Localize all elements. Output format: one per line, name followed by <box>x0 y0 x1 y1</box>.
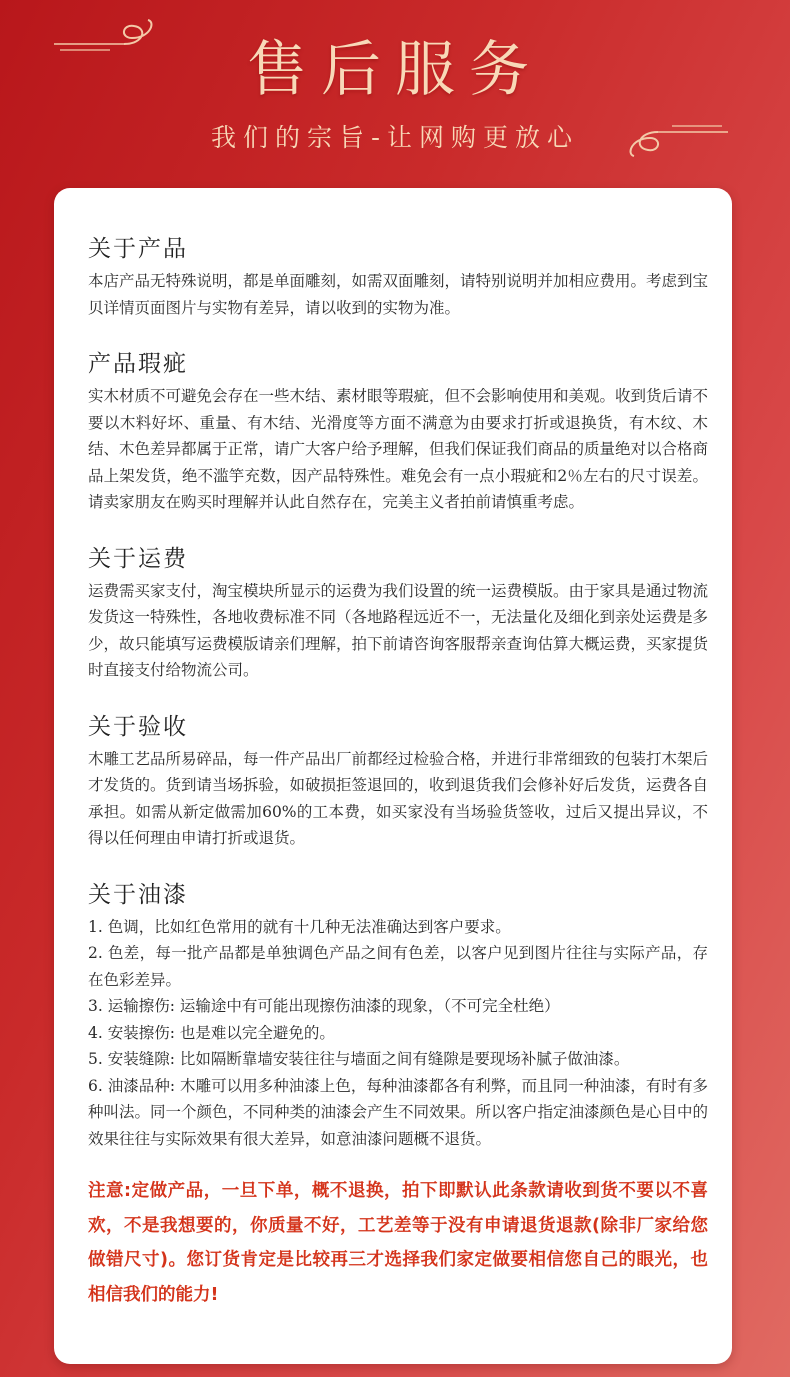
section-title: 关于验收 <box>88 713 188 740</box>
section-body <box>88 268 708 321</box>
section-body <box>88 914 708 1153</box>
paint-item-2: 2. 色差，每一批产品都是单独调色产品之间有色差，以客户见到图片往往与实际产品，存在色彩差异。 <box>88 944 708 989</box>
content-card <box>54 188 732 1364</box>
section-title: 关于油漆 <box>88 881 188 908</box>
paint-item-5: 5. 安装缝隙: 比如隔断靠墙安装往往与墙面之间有缝隙是要现场补腻子做油漆。 <box>88 1050 630 1068</box>
section-paragraph: 木雕工艺品所易碎品，每一件产品出厂前都经过检验合格，并进行非常细致的包装打木架后才发货的。货到请当场拆验，如破损拒签退回的，收到退货我们会修补好后发货，运费各自承担。如需从新定做需加60%的工本费，如买家没有当场验货签收，过后又提出异议，不得以任何理由申请打折或退货。 <box>88 749 709 847</box>
page-title: 售后服务 <box>247 35 543 105</box>
section-shipping <box>88 544 708 684</box>
section-inspection <box>88 712 708 852</box>
section-paragraph: 实木材质不可避免会存在一些木结、素材眼等瑕疵，但不会影响使用和美观。收到货后请不要以木料好坏、重量、有木结、光滑度等方面不满意为由要求打折或退换货，有木纹、木结、木色差异都属于正常，请广大客户给予理解，但我们保证我们商品的质量绝对以合格商品上架发货，绝不滥竽充数，因产品特殊性。难免会有一点小瑕疵和2％左右的尺寸误差。请卖家朋友在购买时理解并认此自然存在，完美主义者拍前请慎重考虑。 <box>88 387 709 511</box>
section-paragraph: 本店产品无特殊说明，都是单面雕刻，如需双面雕刻，请特别说明并加相应费用。考虑到宝贝详情页面图片与实物有差异，请以收到的实物为准。 <box>88 272 709 317</box>
section-paragraph: 运费需买家支付，淘宝模块所显示的运费为我们设置的统一运费模版。由于家具是通过物流发货这一特殊性，各地收费标准不同（各地路程远近不一，无法量化及细化到亲处运费是多少，故只能填写运费模版请亲们理解，拍下前请咨询客服帮亲查询估算大概运费，买家提货时直接支付给物流公司。 <box>88 581 709 679</box>
section-title: 关于产品 <box>88 236 188 262</box>
section-body <box>88 578 708 684</box>
page-subtitle: 我们的宗旨-让网购更放心 <box>210 123 580 152</box>
section-title: 关于运费 <box>88 545 188 572</box>
section-product <box>88 234 708 321</box>
paint-item-1: 1. 色调，比如红色常用的就有十几种无法准确达到客户要求。 <box>88 917 511 936</box>
section-body <box>88 746 708 852</box>
section-defects <box>88 349 708 516</box>
paint-item-6: 6. 油漆品种: 木雕可以用多种油漆上色，每种油漆都各有利弊，而且同一种油漆，有时有多种叫法。同一个颜色，不同种类的油漆会产生不同效果。所以客户指定油漆颜色是心目中的效果往往与实际效果有很大差异，如意油漆问题概不退货。 <box>88 1076 709 1148</box>
section-title: 产品瑕疵 <box>88 351 188 377</box>
paint-item-4: 4. 安装擦伤: 也是难以完全避免的。 <box>88 1023 335 1042</box>
paint-item-3: 3. 运输擦伤: 运输途中有可能出现擦伤油漆的现象，（不可完全杜绝） <box>88 997 560 1015</box>
section-paint <box>88 880 708 1153</box>
section-body <box>88 383 708 516</box>
custom-order-notice: 注意:定做产品，一旦下单，概不退换，拍下即默认此条款请收到货不要以不喜欢，不是我想要的，你质量不好，工艺差等于没有申请退货退款(除非厂家给您做错尺寸)。您订货肯定是比较再三才选择我们家定做要相信您自己的眼光，也相信我们的能力! <box>88 1181 708 1305</box>
